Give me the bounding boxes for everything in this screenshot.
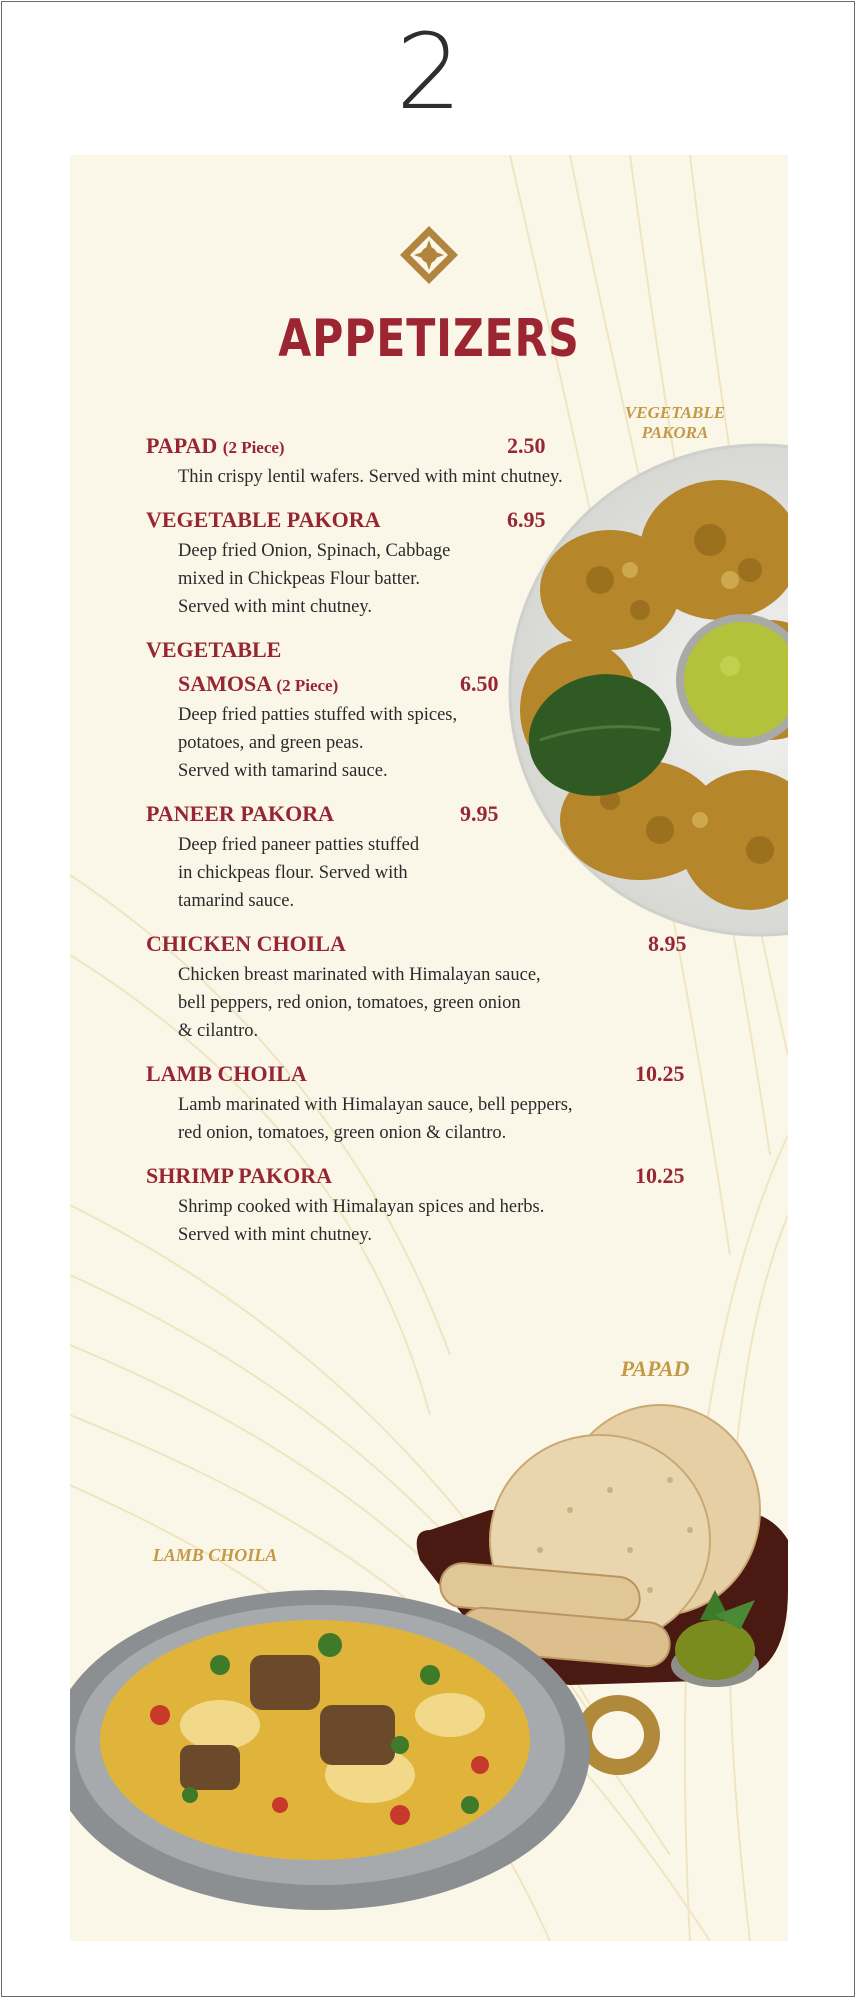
- item-price-chicken-choila: 8.95: [648, 931, 687, 956]
- papad-caption: PAPAD: [620, 1356, 690, 1381]
- item-price-shrimp-pakora: 10.25: [635, 1163, 685, 1188]
- item-price-vegetable-pakora: 6.95: [507, 507, 546, 532]
- item-price-vegetable-samosa: 6.50: [460, 671, 499, 696]
- vegetable-pakora-caption: VEGETABLE PAKORA: [624, 403, 726, 442]
- item-name-vegetable-samosa-line1: VEGETABLE: [146, 637, 282, 662]
- lamb-choila-photo: [70, 1565, 670, 1925]
- item-desc-paneer-pakora: Deep fried paneer patties stuffed in chickpeas flour. Served with tamarind sauce.: [178, 835, 420, 911]
- item-name-paneer-pakora: PANEER PAKORA: [146, 801, 335, 826]
- section-title: APPETIZERS: [278, 309, 580, 369]
- item-name-lamb-choila: LAMB CHOILA: [146, 1061, 307, 1086]
- item-price-paneer-pakora: 9.95: [460, 801, 499, 826]
- item-price-papad: 2.50: [507, 433, 546, 458]
- item-desc-shrimp-pakora: Shrimp cooked with Himalayan spices and herbs. Served with mint chutney.: [178, 1197, 545, 1245]
- item-desc-vegetable-samosa: Deep fried patties stuffed with spices, potatoes, and green peas. Served with tamarind sauce.: [178, 705, 458, 781]
- item-name-papad: PAPAD (2 Piece): [146, 433, 285, 458]
- item-name-vegetable-pakora: VEGETABLE PAKORA: [146, 507, 381, 532]
- page-number: 2: [395, 11, 463, 133]
- ornament-icon: [398, 224, 460, 286]
- item-name-chicken-choila: CHICKEN CHOILA: [146, 931, 346, 956]
- item-desc-chicken-choila: Chicken breast marinated with Himalayan sauce, bell peppers, red onion, tomatoes, green onion & cilantro.: [178, 965, 541, 1041]
- lamb-choila-caption: LAMB CHOILA: [152, 1545, 278, 1565]
- item-desc-vegetable-pakora: Deep fried Onion, Spinach, Cabbage mixed in Chickpeas Flour batter. Served with mint chutney.: [178, 541, 451, 617]
- item-name-shrimp-pakora: SHRIMP PAKORA: [146, 1163, 332, 1188]
- item-name-vegetable-samosa-line2: SAMOSA (2 Piece): [178, 671, 339, 696]
- menu-panel: [70, 155, 788, 1941]
- item-desc-lamb-choila: Lamb marinated with Himalayan sauce, bell peppers, red onion, tomatoes, green onion & cilantro.: [178, 1095, 573, 1143]
- item-price-lamb-choila: 10.25: [635, 1061, 685, 1086]
- item-desc-papad: Thin crispy lentil wafers. Served with mint chutney.: [178, 467, 563, 487]
